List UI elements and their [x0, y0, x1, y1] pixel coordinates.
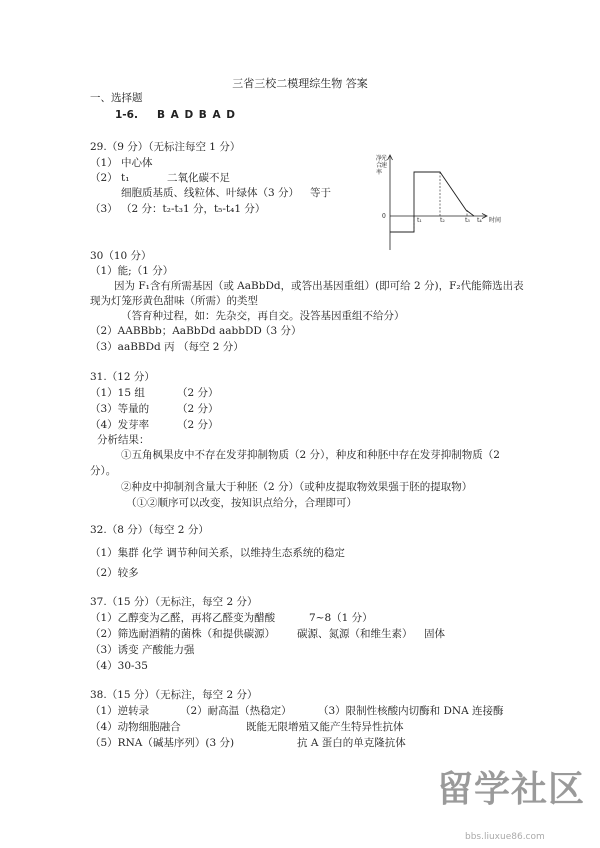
q37-header: 37.（15 分）（无标注，每空 2 分）	[90, 596, 258, 608]
q38-line2a: （4）动物细胞融合	[90, 721, 181, 733]
choice-answers: B A D B A D	[157, 109, 236, 121]
q38-line1b: （2）耐高温（热稳定）	[180, 705, 292, 717]
q31-line1a: （1）15 组	[90, 387, 145, 399]
page-title: 三省三校二模理综生物 答案	[232, 77, 368, 90]
graph-tick-t4: t₄	[477, 217, 482, 224]
choice-range: 1-6.	[115, 109, 138, 121]
graph-xlabel: 时间	[489, 217, 502, 224]
q29-line2a: （2） t₁	[90, 172, 130, 184]
section-heading-choice: 一、选择题	[90, 92, 143, 104]
q31-header: 31.（12 分）	[90, 371, 155, 383]
graph-tick-t1: t₁	[417, 217, 422, 224]
q29-line2b: 二氧化碳不足	[167, 172, 230, 184]
q31-line8: （①②顺序可以改变，按知识点给分，合理即可）	[126, 497, 357, 509]
watermark-brand: 留学社区	[437, 769, 586, 810]
q30-line1: （1）能;（1 分）	[90, 265, 174, 277]
q37-line2a: （2）筛选耐酒精的菌株（和提供碳源）	[90, 628, 276, 640]
graph-origin-label: 0	[382, 213, 386, 220]
q30-line3: 现为灯笼形黄色甜味（所需）的类型	[90, 295, 258, 307]
q31-line3b: （2 分）	[177, 419, 219, 431]
q38-line3a: （5）RNA（碱基序列）(3 分)	[90, 737, 235, 749]
q30-header: 30（10 分）	[90, 250, 152, 262]
q30-line5a: （2）AABBbb；AaBbDd aabbDD	[90, 325, 262, 337]
q38-header: 38.（15 分）（无标注，每空 2 分）	[90, 689, 258, 701]
q32-line1: （1）集群 化学 调节种间关系，以维持生态系统的稳定	[90, 547, 345, 559]
q38-line1a: （1）逆转录	[90, 705, 150, 717]
watermark-logo	[437, 769, 600, 848]
q29-header: 29.（9 分）（无标注每空 1 分）	[90, 141, 241, 153]
q37-line3: （3）诱变 产酸能力强	[90, 644, 195, 656]
q37-line1b: 7~8（1 分）	[309, 612, 373, 624]
q29-line1: （1） 中心体	[90, 157, 153, 169]
q31-analysis-label: 分析结果：	[97, 434, 150, 446]
graph-ylabel-3: 合	[376, 162, 383, 169]
q32-header: 32.（8 分）（每空 2 分）	[90, 524, 209, 536]
q38-line2b: 既能无限增殖又能产生特异性抗体	[246, 721, 404, 733]
q37-line1a: （1）乙醇变为乙醛，再将乙醛变为醋酸	[90, 612, 276, 624]
q31-line2a: （3）等量的	[90, 403, 150, 415]
q30-line4: （答育种过程，如：先杂交，再自交。没答基因重组不给分）	[121, 310, 405, 322]
q31-line7: ②种皮中抑制剂含量大于种胚（2 分）（或种皮提取物效果强于胚的提取物）	[121, 481, 473, 493]
q37-line2c: 固体	[424, 628, 445, 640]
q31-line3a: （4）发芽率	[90, 419, 150, 431]
graph-ylabel-4: 速	[381, 162, 388, 169]
graph-rate-curve	[390, 172, 474, 232]
q31-line1b: （2 分）	[177, 387, 219, 399]
graph-ylabel-2: 光	[381, 155, 388, 162]
q32-line2: （2）较多	[90, 567, 139, 579]
watermark-url: bbs.liuxue86.com	[465, 832, 545, 842]
q30-line5b: （3 分）	[260, 325, 302, 337]
q30-line6: （3）aaBBDd 丙 （每空 2 分）	[90, 341, 244, 353]
graph-ylabel-1: 净	[376, 155, 383, 162]
q31-line2b: （2 分）	[177, 403, 219, 415]
graph-ylabel-5: 率	[376, 169, 383, 176]
photosynthesis-rate-graph	[368, 152, 528, 262]
graph-tick-t3: t₃	[465, 217, 470, 224]
q29-line3a: 细胞质基质、线粒体、叶绿体（3 分）	[121, 187, 300, 199]
q29-line3b: 等于	[310, 187, 331, 199]
q37-line2b: 碳源、氮源（和维生素）	[297, 628, 413, 640]
q37-line4: （4）30-35	[90, 660, 148, 672]
q38-line3b: 抗 A 蛋白的单克隆抗体	[297, 737, 406, 749]
q31-line5: ①五角枫果皮中不存在发芽抑制物质（2 分），种皮和种胚中存在发芽抑制物质（2	[121, 449, 500, 461]
q30-line2: 因为 F₁含有所需基因（或 AaBbDd，或答出基因重组）(即可给 2 分)，F₂代能筛选出表	[114, 280, 524, 292]
q31-line6: 分）。	[90, 465, 117, 477]
q29-line4: （3） （2 分：t₂-t₃1 分，t₅-t₄1 分）	[90, 203, 266, 215]
q38-line1c: （3）限制性核酸内切酶和 DNA 连接酶	[318, 705, 504, 717]
graph-tick-t2: t₂	[440, 217, 445, 224]
